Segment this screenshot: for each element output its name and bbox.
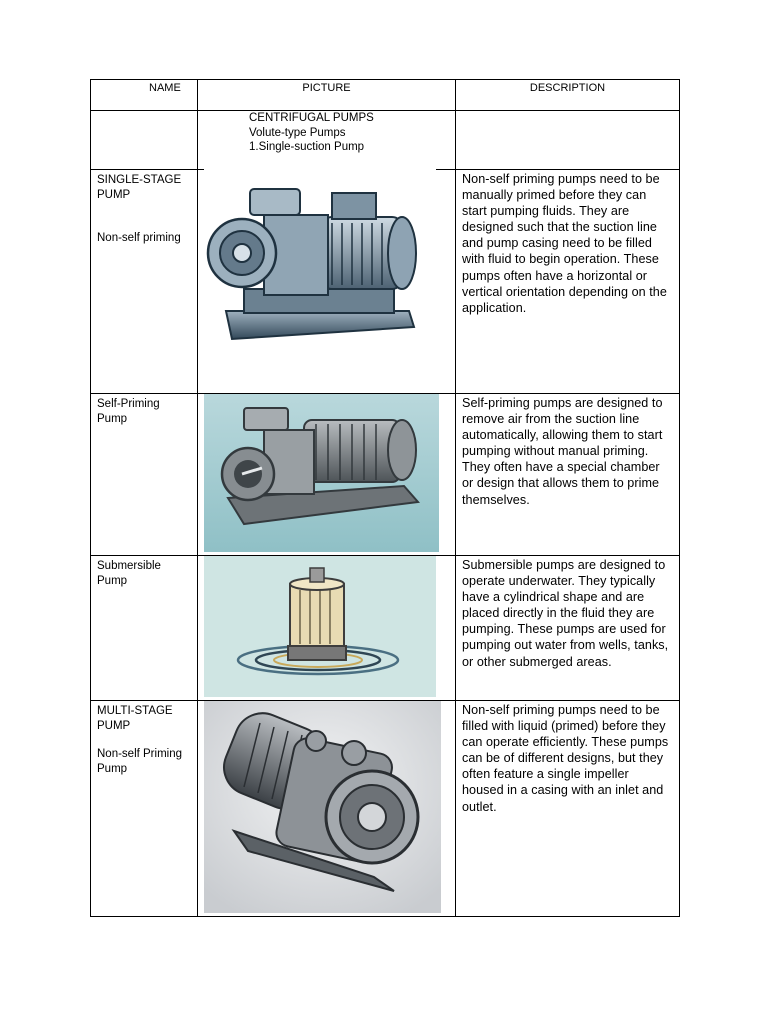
section-subtitle: Volute-type Pumps — [249, 126, 346, 139]
pump-description: Self-priming pumps are designed to remove air from the suction line automatically, allowing them to start pumping without manual priming. They often have a special chamber or design that allows them to prime themselves. — [456, 394, 680, 556]
pump-note: Non-self priming — [97, 232, 181, 244]
section-title: CENTRIFUGAL PUMPS — [249, 112, 374, 124]
pump-description: Non-self priming pumps need to be filled with liquid (primed) before they can operate efficiently. These pumps can be of different designs, but they often feature a single impeller housed in a casing with an inlet and outlet. — [456, 701, 680, 917]
pump-description: Non-self priming pumps need to be manually primed before they can start pumping fluids. They are designed such that the suction line and pump casing need to be filled with fluid to begin operation. These pumps often have a horizontal or vertical orientation depending on the application. — [456, 170, 680, 394]
pump-note: Non-self Priming Pump — [97, 748, 182, 775]
table-row — [91, 394, 680, 556]
section-heading — [198, 111, 456, 170]
pump-picture-cell — [198, 394, 456, 556]
multi-stage-pump-illustration — [204, 701, 441, 913]
table-row — [91, 170, 680, 394]
pump-name: SINGLE-STAGE PUMP — [97, 174, 182, 201]
header-name: NAME — [91, 80, 198, 111]
pump-table — [90, 79, 680, 917]
table-header-row — [91, 80, 680, 111]
empty-cell — [91, 111, 198, 170]
pump-name-cell — [91, 701, 198, 917]
single-stage-pump-illustration — [204, 169, 436, 361]
section-item: 1.Single-suction Pump — [249, 141, 365, 153]
pump-picture-cell — [198, 556, 456, 701]
header-description: DESCRIPTION — [456, 80, 680, 111]
section-row — [91, 111, 680, 170]
submersible-pump-illustration — [204, 556, 436, 697]
pump-name: Self-Priming Pump — [97, 398, 160, 425]
pump-name-cell — [91, 170, 198, 394]
table-row — [91, 701, 680, 917]
pump-picture-cell — [198, 170, 456, 394]
pump-picture-cell — [198, 701, 456, 917]
pump-description: Submersible pumps are designed to operate underwater. They typically have a cylindrical shape and are placed directly in the fluid they are pumping. These pumps are used for pumping out water from wells, tanks, or other submerged areas. — [456, 556, 680, 701]
table-row — [91, 556, 680, 701]
pump-name-cell — [91, 556, 198, 701]
self-priming-pump-illustration — [204, 394, 439, 552]
header-picture: PICTURE — [198, 80, 456, 111]
pump-name: MULTI-STAGE PUMP — [97, 705, 173, 732]
pump-name: Submersible Pump — [97, 560, 161, 587]
pump-name-cell — [91, 394, 198, 556]
empty-cell — [456, 111, 680, 170]
